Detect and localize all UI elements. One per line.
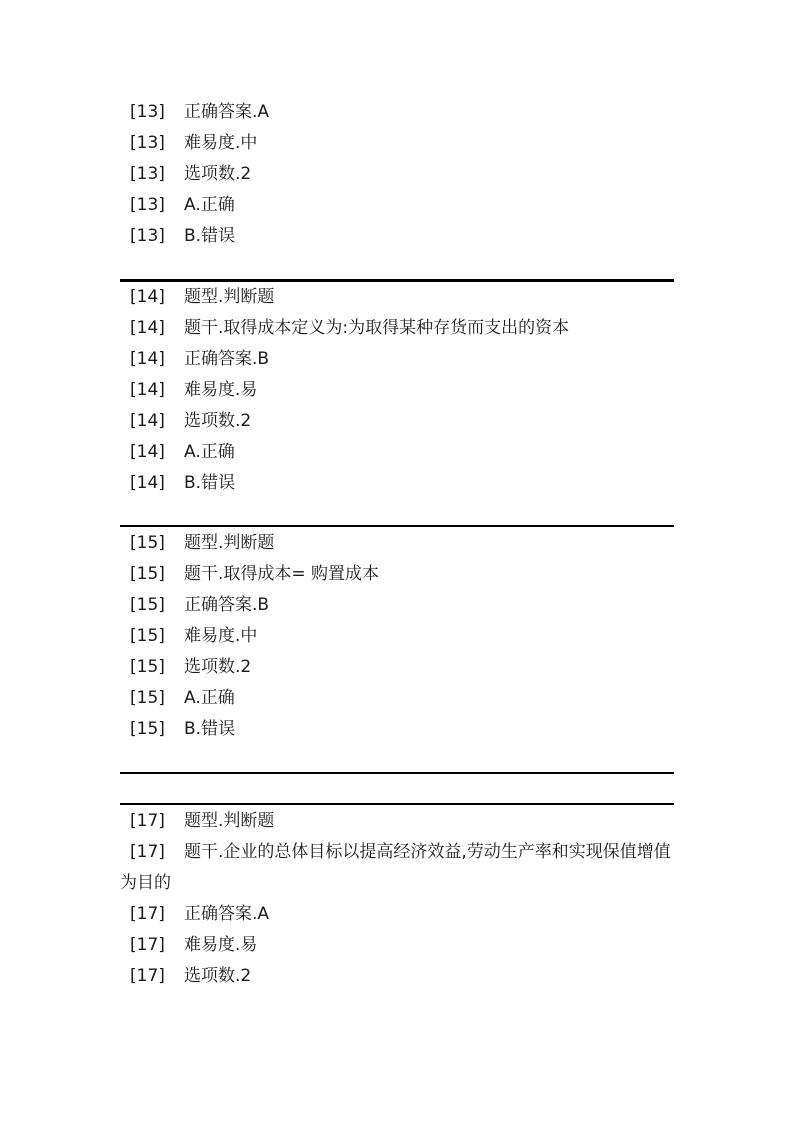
question-17-difficulty-line bbox=[120, 930, 674, 961]
question-15-option-a-line bbox=[120, 683, 674, 714]
question-17-answer-line bbox=[120, 899, 674, 930]
question-field-text: 正确答案.B bbox=[184, 349, 270, 369]
question-17-block bbox=[120, 806, 674, 992]
question-number: [14] bbox=[130, 318, 165, 338]
question-14-type-line bbox=[120, 282, 674, 313]
section-divider bbox=[120, 525, 674, 527]
question-number: [14] bbox=[130, 411, 165, 431]
question-13-difficulty-line bbox=[120, 128, 674, 159]
question-number: [13] bbox=[130, 164, 165, 184]
question-field-text: 正确答案.A bbox=[184, 102, 270, 122]
question-number: [17] bbox=[130, 966, 165, 986]
question-field-text: 题干.企业的总体目标以提高经济效益,劳动生产率和实现保值增值为目的 bbox=[120, 842, 671, 893]
question-number: [15] bbox=[130, 595, 165, 615]
question-13-option-count-line bbox=[120, 159, 674, 190]
question-14-option-count-line bbox=[120, 406, 674, 437]
question-field-text: 题干.取得成本定义为:为取得某种存货而支出的资本 bbox=[184, 318, 570, 338]
question-17-stem-line bbox=[120, 837, 674, 899]
question-field-text: 题型.判断题 bbox=[184, 287, 275, 307]
question-15-stem-line bbox=[120, 559, 674, 590]
question-field-text: A.正确 bbox=[184, 442, 235, 462]
question-field-text: 难易度.易 bbox=[184, 935, 258, 955]
question-number: [15] bbox=[130, 719, 165, 739]
question-field-text: 难易度.易 bbox=[184, 380, 258, 400]
question-field-text: 难易度.中 bbox=[184, 626, 258, 646]
question-number: [15] bbox=[130, 533, 165, 553]
question-field-text: 题型.判断题 bbox=[184, 811, 275, 831]
question-17-type-line bbox=[120, 806, 674, 837]
question-15-block bbox=[120, 528, 674, 745]
question-17-option-count-line bbox=[120, 961, 674, 992]
question-15-option-b-line bbox=[120, 714, 674, 745]
question-field-text: B.错误 bbox=[184, 226, 236, 246]
question-number: [17] bbox=[130, 904, 165, 924]
question-field-text: 选项数.2 bbox=[184, 411, 252, 431]
question-13-option-a-line bbox=[120, 190, 674, 221]
question-field-text: 正确答案.B bbox=[184, 595, 270, 615]
question-field-text: 题干.取得成本= 购置成本 bbox=[184, 564, 380, 584]
question-number: [15] bbox=[130, 626, 165, 646]
question-15-difficulty-line bbox=[120, 621, 674, 652]
question-field-text: 选项数.2 bbox=[184, 966, 252, 986]
question-number: [14] bbox=[130, 349, 165, 369]
question-field-text: B.错误 bbox=[184, 719, 236, 739]
question-number: [17] bbox=[130, 935, 165, 955]
question-number: [13] bbox=[130, 195, 165, 215]
section-divider bbox=[120, 772, 674, 774]
question-number: [14] bbox=[130, 442, 165, 462]
question-number: [17] bbox=[130, 811, 165, 831]
question-13-answer-line bbox=[120, 97, 674, 128]
question-number: [14] bbox=[130, 380, 165, 400]
question-number: [14] bbox=[130, 287, 165, 307]
question-number: [17] bbox=[130, 842, 165, 862]
question-15-option-count-line bbox=[120, 652, 674, 683]
question-number: [15] bbox=[130, 688, 165, 708]
question-field-text: 难易度.中 bbox=[184, 133, 258, 153]
question-field-text: 选项数.2 bbox=[184, 657, 252, 677]
question-number: [13] bbox=[130, 226, 165, 246]
question-field-text: B.错误 bbox=[184, 473, 236, 493]
question-field-text: 题型.判断题 bbox=[184, 533, 275, 553]
question-field-text: 选项数.2 bbox=[184, 164, 252, 184]
question-14-block bbox=[120, 282, 674, 499]
question-field-text: A.正确 bbox=[184, 195, 235, 215]
question-number: [15] bbox=[130, 657, 165, 677]
section-divider bbox=[120, 803, 674, 805]
question-14-answer-line bbox=[120, 344, 674, 375]
question-14-option-a-line bbox=[120, 437, 674, 468]
question-field-text: A.正确 bbox=[184, 688, 235, 708]
question-15-type-line bbox=[120, 528, 674, 559]
question-14-stem-line bbox=[120, 313, 674, 344]
question-number: [13] bbox=[130, 133, 165, 153]
question-14-option-b-line bbox=[120, 468, 674, 499]
question-number: [13] bbox=[130, 102, 165, 122]
question-14-difficulty-line bbox=[120, 375, 674, 406]
question-number: [14] bbox=[130, 473, 165, 493]
question-15-answer-line bbox=[120, 590, 674, 621]
question-number: [15] bbox=[130, 564, 165, 584]
question-13-option-b-line bbox=[120, 221, 674, 252]
question-field-text: 正确答案.A bbox=[184, 904, 270, 924]
question-13-block bbox=[120, 97, 674, 252]
